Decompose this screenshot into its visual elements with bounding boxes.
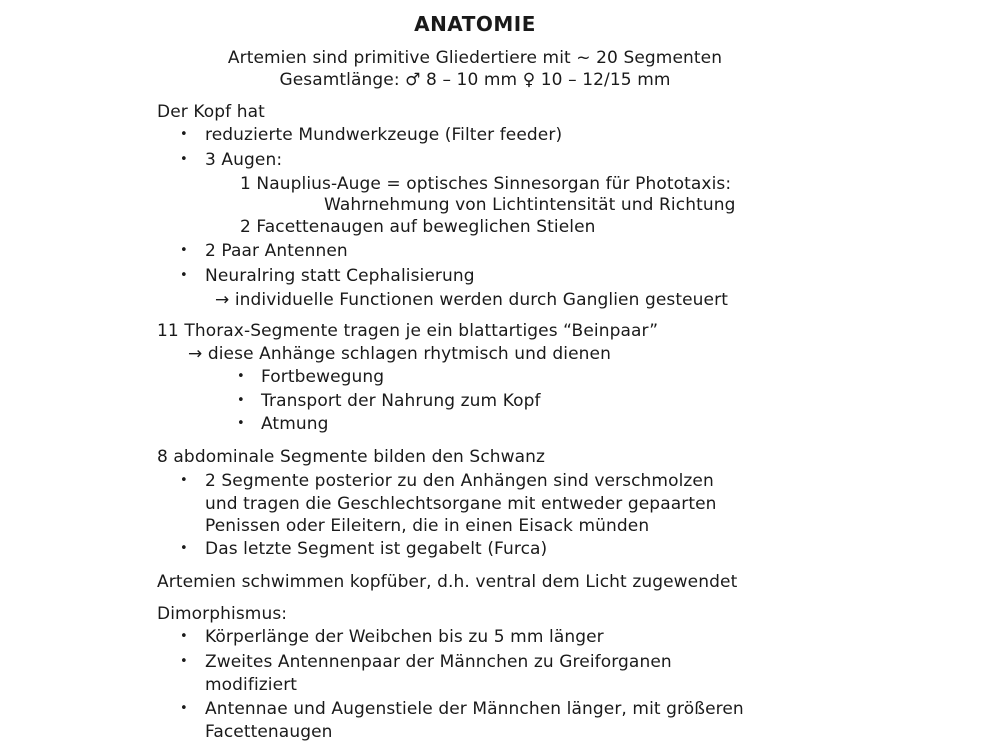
thorax-item: Atmung: [261, 414, 329, 434]
bullet-icon: •: [180, 629, 188, 644]
head-eyes: 3 Augen:: [205, 150, 283, 170]
head-neural-ring: Neuralring statt Cephalisierung: [205, 266, 475, 286]
page-title: ANATOMIE: [414, 12, 536, 36]
intro-line-1: Artemien sind primitive Gliedertiere mit ~ 20 Segmenten: [227, 48, 723, 68]
bullet-icon: •: [180, 243, 188, 258]
dimorphism-body-length: Körperlänge der Weibchen bis zu 5 mm länger: [205, 627, 604, 647]
thorax-item: Transport der Nahrung zum Kopf: [261, 391, 541, 411]
thorax-item: Fortbewegung: [261, 367, 385, 387]
abdomen-fused-1: 2 Segmente posterior zu den Anhängen sind verschmolzen: [205, 471, 714, 491]
abdomen-fused-3: Penissen oder Eileitern, die in einen Eisack münden: [205, 516, 650, 536]
bullet-icon: •: [237, 369, 245, 384]
head-nauplius-eye-2: Wahrnehmung von Lichtintensität und Richtung: [324, 195, 736, 215]
bullet-icon: •: [180, 473, 188, 488]
bullet-icon: •: [180, 152, 188, 167]
head-mouthparts: reduzierte Mundwerkzeuge (Filter feeder): [205, 125, 563, 145]
dimorphism-antenna-1: Zweites Antennenpaar der Männchen zu Greiforganen: [205, 652, 672, 672]
head-neural-ring-result: → individuelle Functionen werden durch Ganglien gesteuert: [215, 290, 728, 310]
bullet-icon: •: [180, 127, 188, 142]
bullet-icon: •: [180, 654, 188, 669]
head-compound-eyes: 2 Facettenaugen auf beweglichen Stielen: [240, 217, 596, 237]
bullet-icon: •: [180, 701, 188, 716]
head-heading: Der Kopf hat: [157, 102, 265, 122]
abdomen-fused-2: und tragen die Geschlechtsorgane mit entweder gepaarten: [205, 494, 717, 514]
bullet-icon: •: [237, 416, 245, 431]
swimming-text: Artemien schwimmen kopfüber, d.h. ventral dem Licht zugewendet: [157, 572, 738, 592]
bullet-icon: •: [237, 393, 245, 408]
head-nauplius-eye-1: 1 Nauplius-Auge = optisches Sinnesorgan für Phototaxis:: [240, 174, 732, 194]
dimorphism-eyestalk-2: Facettenaugen: [205, 722, 333, 742]
bullet-icon: •: [180, 268, 188, 283]
bullet-icon: •: [180, 541, 188, 556]
dimorphism-heading: Dimorphismus:: [157, 604, 288, 624]
head-antennae: 2 Paar Antennen: [205, 241, 348, 261]
abdomen-last: Das letzte Segment ist gegabelt (Furca): [205, 539, 548, 559]
intro-line-2: Gesamtlänge: ♂ 8 – 10 mm ♀ 10 – 12/15 mm: [279, 70, 671, 90]
thorax-consequence: → diese Anhänge schlagen rhytmisch und dienen: [188, 344, 611, 364]
dimorphism-eyestalk-1: Antennae und Augenstiele der Männchen länger, mit größeren: [205, 699, 744, 719]
dimorphism-antenna-2: modifiziert: [205, 675, 298, 695]
abdomen-heading: 8 abdominale Segmente bilden den Schwanz: [157, 447, 546, 467]
thorax-heading: 11 Thorax-Segmente tragen je ein blattartiges “Beinpaar”: [157, 321, 659, 341]
